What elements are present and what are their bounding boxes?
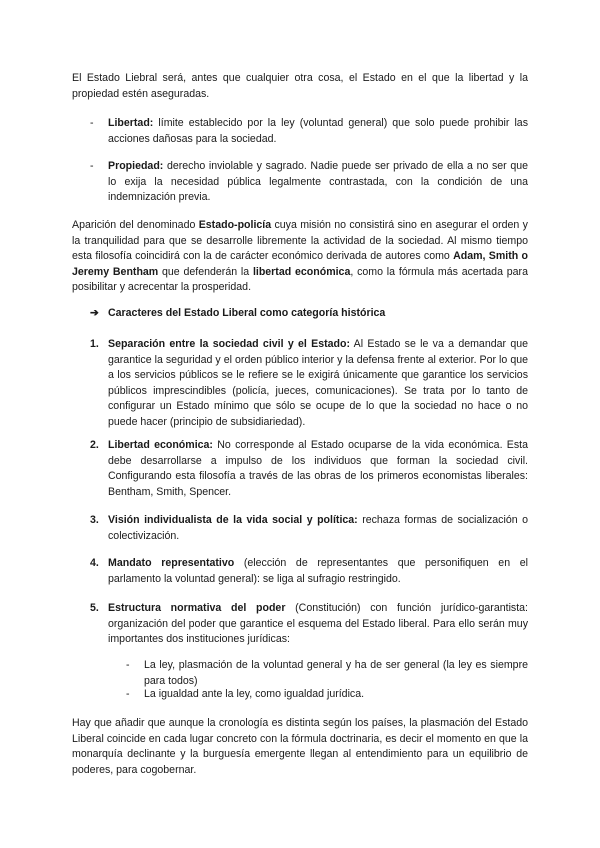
section-heading [90,306,528,322]
closing-paragraph: Hay que añadir que aunque la cronología es distinta según los países, la plasmación del Estado Liberal coincide en cada lugar concreto con la fórmula doctrinaria, es decir el momento en que la monarquía declinante y la burguesía emergente llegan al entendimiento para un equilibrio de poderes, para cogobernar. [72,717,528,776]
item-term: Visión individualista de la vida social y política: [108,514,358,526]
sub-item-marker: - [126,688,130,700]
item-number: 3. [90,514,99,526]
sub-item-marker: - [126,659,130,671]
sub-item-igualdad [126,687,528,703]
item-number: 1. [90,338,99,350]
sub-item-text: La ley, plasmación de la voluntad general y ha de ser general (la ley es siempre para todos) [144,659,528,687]
arrow-icon: ➔ [90,307,99,319]
item-term: Mandato representativo [108,557,235,569]
bullet-marker: - [90,160,94,172]
item-number: 5. [90,602,99,614]
bullet-text: derecho inviolable y sagrado. Nadie puede ser privado de ella a no ser que lo exija la necesidad pública legalmente contrastada, con la condición de una indemnización previa. [108,160,528,203]
item-number: 2. [90,439,99,451]
numbered-item-1 [90,337,528,430]
section-heading-text: Caracteres del Estado Liberal como categoría histórica [108,307,386,319]
item-term: Estructura normativa del poder [108,602,286,614]
numbered-item-3 [90,513,528,544]
sub-item-ley [126,658,528,689]
item-term: Libertad económica: [108,439,213,451]
bullet-marker: - [90,117,94,129]
item-number: 4. [90,557,99,569]
item-text: (elección de representantes que personifiquen en el parlamento la voluntad general): se liga al sufragio restringido. [108,557,528,585]
intro-paragraph: El Estado Liebral será, antes que cualquier otra cosa, el Estado en el que la libertad y la propiedad estén aseguradas. [72,72,528,100]
bullet-libertad [90,116,528,147]
numbered-item-2 [90,438,528,500]
bullet-term: Propiedad: [108,160,164,172]
bullet-term: Libertad: [108,117,154,129]
numbered-item-4 [90,556,528,587]
bullet-propiedad [90,159,528,206]
item-text: Al Estado se le va a demandar que garantice la seguridad y el orden público interior y la defensa frente al exterior. Por lo que a los servicios públicos se le refiere se le exigirá únicamente que garantice los servicios públicos imprescindibles (policía, jueces, comunicaciones). Se trata por lo tanto de configurar un Estado mínimo que sólo se ocupe de lo que la sociedad no hace o no puede hacer (principio de subsidiariedad). [108,338,528,428]
item-text: rechaza formas de socialización o colectivización. [108,514,528,542]
estado-policia-paragraph: Aparición del denominado Estado-policía cuya misión no consistirá sino en asegurar el orden y la tranquilidad para que se desarrolle libremente la actividad de la sociedad. Al mismo tiempo esta filosofía coincidirá con la de carácter económico derivada de autores como Adam, Smith o Jeremy Bentham que defenderán la libertad económica, como la fórmula más acertada para posibilitar y acrecentar la prosperidad. [72,219,528,293]
item-term: Separación entre la sociedad civil y el Estado: [108,338,350,350]
item-text: No corresponde al Estado ocuparse de la vida económica. Esta debe desarrollarse a impulso de los individuos que forman la sociedad civil. Configurando esta filosofía a través de las obras de los primeros economistas liberales: Bentham, Smith, Spencer. [108,439,528,498]
bullet-text: límite establecido por la ley (voluntad general) que solo puede prohibir las acciones dañosas para la sociedad. [108,117,528,145]
sub-item-text: La igualdad ante la ley, como igualdad jurídica. [144,688,365,700]
item-text: (Constitución) con función jurídico-garantista: organización del poder que garantice el esquema del Estado liberal. Para ello serán muy importantes dos instituciones jurídicas: [108,602,528,645]
numbered-item-5 [90,601,528,648]
